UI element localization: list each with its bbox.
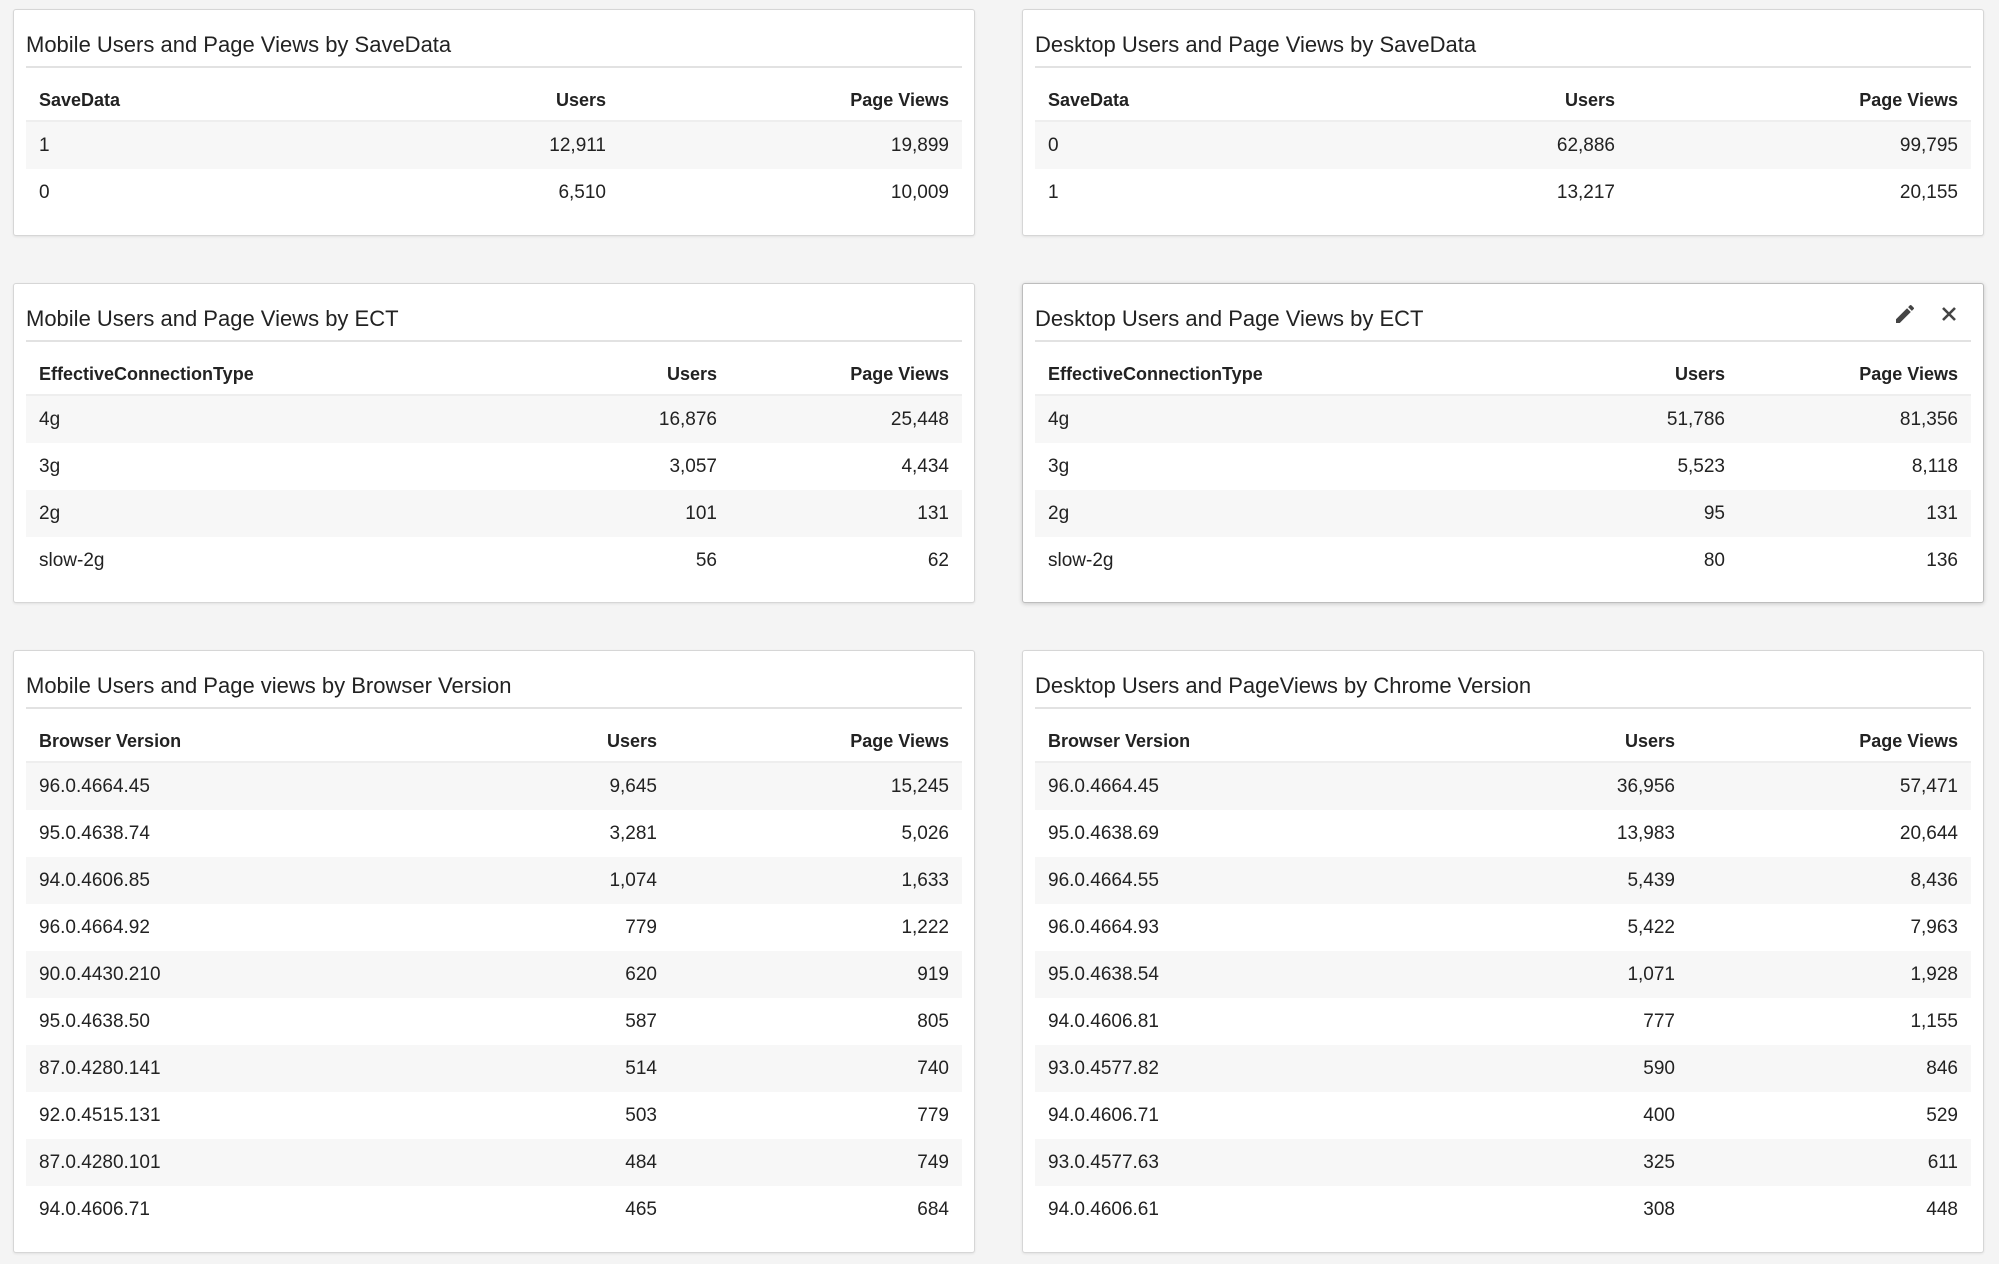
title-divider bbox=[1035, 340, 1971, 342]
table-cell: 20,155 bbox=[1899, 181, 1958, 203]
table-header bbox=[1035, 721, 1971, 763]
table-row bbox=[1035, 1092, 1971, 1139]
table-cell: 8,436 bbox=[1910, 869, 1958, 891]
column-header[interactable]: Browser Version bbox=[39, 730, 182, 751]
table-cell: 4g bbox=[39, 408, 61, 430]
title-divider bbox=[26, 66, 962, 68]
table-cell: 590 bbox=[1643, 1057, 1675, 1079]
table-cell: 56 bbox=[695, 549, 717, 571]
close-icon[interactable] bbox=[1937, 302, 1961, 326]
column-header[interactable]: Users bbox=[1674, 363, 1725, 384]
table-cell: 400 bbox=[1643, 1104, 1675, 1126]
column-header[interactable]: EffectiveConnectionType bbox=[39, 363, 254, 384]
table-row bbox=[1035, 490, 1971, 537]
table-cell: 4,434 bbox=[901, 455, 949, 477]
table-cell: 2g bbox=[39, 502, 61, 524]
table-cell: 0 bbox=[39, 181, 50, 203]
table-cell: 51,786 bbox=[1666, 408, 1725, 430]
table-cell: 611 bbox=[1927, 1151, 1958, 1173]
panel-title: Mobile Users and Page Views by ECT bbox=[26, 306, 399, 331]
table-cell: 96.0.4664.45 bbox=[39, 775, 150, 797]
panel-desktop-chrome bbox=[1022, 650, 1984, 1253]
table-cell: 1,155 bbox=[1910, 1010, 1958, 1032]
table-cell: 529 bbox=[1926, 1104, 1958, 1126]
table-cell: 4g bbox=[1048, 408, 1070, 430]
table-row bbox=[26, 169, 962, 216]
table-cell: 93.0.4577.63 bbox=[1048, 1151, 1159, 1173]
table-row bbox=[26, 1045, 962, 1092]
table-row bbox=[26, 396, 962, 443]
table-row bbox=[26, 490, 962, 537]
table-cell: 514 bbox=[625, 1057, 657, 1079]
table-cell: 62,886 bbox=[1556, 134, 1615, 156]
table-cell: 95.0.4638.74 bbox=[39, 822, 150, 844]
table-row bbox=[26, 443, 962, 490]
table-row bbox=[1035, 1139, 1971, 1186]
table-cell: 5,422 bbox=[1627, 916, 1675, 938]
table-row bbox=[1035, 169, 1971, 216]
table-cell: 99,795 bbox=[1899, 134, 1958, 156]
table-cell: 94.0.4606.85 bbox=[39, 869, 150, 891]
table-cell: 36,956 bbox=[1616, 775, 1675, 797]
table-cell: 779 bbox=[625, 916, 657, 938]
table-cell: 96.0.4664.92 bbox=[39, 916, 150, 938]
table-cell: 846 bbox=[1926, 1057, 1958, 1079]
table-cell: 779 bbox=[917, 1104, 949, 1126]
table-row bbox=[1035, 904, 1971, 951]
table-row bbox=[26, 857, 962, 904]
table-cell: 16,876 bbox=[658, 408, 717, 430]
table-row bbox=[1035, 763, 1971, 810]
table-cell: 13,983 bbox=[1616, 822, 1675, 844]
table-cell: 6,510 bbox=[558, 181, 606, 203]
panel-title: Mobile Users and Page Views by SaveData bbox=[26, 32, 452, 57]
table-cell: 7,963 bbox=[1910, 916, 1958, 938]
column-header[interactable]: Browser Version bbox=[1048, 730, 1191, 751]
panel-title: Mobile Users and Page views by Browser Version bbox=[26, 673, 512, 698]
column-header[interactable]: EffectiveConnectionType bbox=[1048, 363, 1263, 384]
table-row bbox=[26, 998, 962, 1045]
table-cell: 0 bbox=[1048, 134, 1059, 156]
table-row bbox=[26, 904, 962, 951]
table-cell: 80 bbox=[1703, 549, 1725, 571]
table-cell: 805 bbox=[917, 1010, 949, 1032]
table-row bbox=[1035, 443, 1971, 490]
table-cell: 25,448 bbox=[890, 408, 949, 430]
table-cell: 587 bbox=[625, 1010, 657, 1032]
table-cell: 20,644 bbox=[1899, 822, 1958, 844]
table-cell: 1,928 bbox=[1910, 963, 1958, 985]
table-row bbox=[1035, 810, 1971, 857]
column-header[interactable]: Page Views bbox=[850, 89, 949, 110]
table-cell: 94.0.4606.71 bbox=[39, 1198, 150, 1220]
table-cell: 12,911 bbox=[549, 134, 606, 156]
column-header[interactable]: Page Views bbox=[850, 730, 949, 751]
table-row bbox=[1035, 1045, 1971, 1092]
data-table bbox=[26, 80, 962, 216]
table-cell: 95 bbox=[1703, 502, 1725, 524]
panel-tools bbox=[1893, 302, 1961, 326]
table-cell: 90.0.4430.210 bbox=[39, 963, 161, 985]
table-cell: 96.0.4664.55 bbox=[1048, 869, 1159, 891]
column-header[interactable]: Users bbox=[606, 730, 657, 751]
table-cell: 15,245 bbox=[890, 775, 949, 797]
table-cell: 87.0.4280.141 bbox=[39, 1057, 161, 1079]
panel-desktop-savedata bbox=[1022, 9, 1984, 236]
table-header bbox=[26, 354, 962, 396]
panel-title: Desktop Users and Page Views by ECT bbox=[1035, 306, 1424, 331]
table-cell: 19,899 bbox=[890, 134, 949, 156]
table-cell: slow-2g bbox=[39, 549, 105, 571]
data-table bbox=[26, 354, 962, 584]
table-cell: 9,645 bbox=[609, 775, 657, 797]
table-cell: 620 bbox=[625, 963, 657, 985]
table-cell: 465 bbox=[625, 1198, 657, 1220]
table-header bbox=[26, 80, 962, 122]
table-cell: 325 bbox=[1643, 1151, 1675, 1173]
table-cell: 3g bbox=[39, 455, 61, 477]
table-cell: 94.0.4606.81 bbox=[1048, 1010, 1159, 1032]
title-divider bbox=[26, 340, 962, 342]
column-header[interactable]: Page Views bbox=[1859, 730, 1958, 751]
table-cell: 3,281 bbox=[609, 822, 657, 844]
table-cell: 3,057 bbox=[669, 455, 717, 477]
column-header[interactable]: SaveData bbox=[1048, 89, 1130, 110]
table-cell: 684 bbox=[917, 1198, 949, 1220]
table-cell: 308 bbox=[1643, 1198, 1675, 1220]
table-cell: 131 bbox=[917, 502, 949, 524]
table-cell: 136 bbox=[1926, 549, 1958, 571]
table-cell: 87.0.4280.101 bbox=[39, 1151, 161, 1173]
table-header bbox=[1035, 354, 1971, 396]
table-cell: 1,222 bbox=[901, 916, 949, 938]
table-header bbox=[1035, 80, 1971, 122]
table-cell: 484 bbox=[625, 1151, 657, 1173]
table-cell: 5,439 bbox=[1627, 869, 1675, 891]
table-row bbox=[1035, 857, 1971, 904]
table-cell: 96.0.4664.93 bbox=[1048, 916, 1159, 938]
table-row bbox=[26, 1092, 962, 1139]
table-cell: 8,118 bbox=[1911, 455, 1958, 477]
table-cell: 5,523 bbox=[1677, 455, 1725, 477]
column-header[interactable]: Page Views bbox=[1859, 363, 1958, 384]
data-table bbox=[26, 721, 962, 1233]
table-cell: 1,071 bbox=[1627, 963, 1675, 985]
table-cell: 2g bbox=[1048, 502, 1070, 524]
table-cell: 1 bbox=[1048, 181, 1059, 203]
table-row bbox=[1035, 1186, 1971, 1233]
table-cell: 101 bbox=[685, 502, 717, 524]
column-header[interactable]: Page Views bbox=[850, 363, 949, 384]
table-row bbox=[1035, 951, 1971, 998]
table-cell: 94.0.4606.61 bbox=[1048, 1198, 1159, 1220]
table-cell: 131 bbox=[1926, 502, 1958, 524]
panel-title: Desktop Users and Page Views by SaveData bbox=[1035, 32, 1477, 57]
table-cell: 95.0.4638.69 bbox=[1048, 822, 1159, 844]
column-header[interactable]: Users bbox=[555, 89, 606, 110]
table-header bbox=[26, 721, 962, 763]
table-cell: 1,074 bbox=[609, 869, 657, 891]
data-table bbox=[1035, 721, 1971, 1233]
table-cell: 1,633 bbox=[901, 869, 949, 891]
table-cell: 3g bbox=[1048, 455, 1070, 477]
table-cell: 919 bbox=[917, 963, 949, 985]
table-row bbox=[26, 810, 962, 857]
table-cell: 10,009 bbox=[890, 181, 949, 203]
title-divider bbox=[1035, 66, 1971, 68]
table-cell: 5,026 bbox=[901, 822, 949, 844]
title-divider bbox=[1035, 707, 1971, 709]
table-row bbox=[26, 763, 962, 810]
table-cell: 94.0.4606.71 bbox=[1048, 1104, 1159, 1126]
table-row bbox=[1035, 396, 1971, 443]
table-cell: 448 bbox=[1926, 1198, 1958, 1220]
table-cell: 777 bbox=[1643, 1010, 1675, 1032]
panel-title: Desktop Users and PageViews by Chrome Version bbox=[1035, 673, 1532, 698]
panel-mobile-ect bbox=[13, 283, 975, 603]
table-cell: 62 bbox=[927, 549, 949, 571]
data-table bbox=[1035, 80, 1971, 216]
column-header[interactable]: Users bbox=[1624, 730, 1675, 751]
table-row bbox=[26, 1186, 962, 1233]
table-cell: 749 bbox=[917, 1151, 949, 1173]
table-cell: 93.0.4577.82 bbox=[1048, 1057, 1159, 1079]
table-cell: 81,356 bbox=[1899, 408, 1958, 430]
table-row bbox=[26, 1139, 962, 1186]
table-row bbox=[1035, 122, 1971, 169]
table-cell: 1 bbox=[39, 134, 50, 156]
table-cell: 96.0.4664.45 bbox=[1048, 775, 1159, 797]
table-row bbox=[1035, 537, 1971, 584]
table-cell: 503 bbox=[625, 1104, 657, 1126]
table-cell: 740 bbox=[917, 1057, 949, 1079]
data-table bbox=[1035, 354, 1971, 584]
column-header[interactable]: SaveData bbox=[39, 89, 121, 110]
table-cell: 95.0.4638.50 bbox=[39, 1010, 150, 1032]
table-cell: 13,217 bbox=[1556, 181, 1615, 203]
panel-desktop-ect bbox=[1022, 283, 1984, 603]
table-row bbox=[26, 951, 962, 998]
panel-mobile-browser bbox=[13, 650, 975, 1253]
table-row bbox=[1035, 998, 1971, 1045]
column-header[interactable]: Users bbox=[1564, 89, 1615, 110]
table-row bbox=[26, 537, 962, 584]
table-cell: 57,471 bbox=[1899, 775, 1958, 797]
table-cell: 95.0.4638.54 bbox=[1048, 963, 1159, 985]
title-divider bbox=[26, 707, 962, 709]
table-row bbox=[26, 122, 962, 169]
edit-icon[interactable] bbox=[1893, 302, 1917, 326]
panel-mobile-savedata bbox=[13, 9, 975, 236]
table-cell: 92.0.4515.131 bbox=[39, 1104, 161, 1126]
table-cell: slow-2g bbox=[1048, 549, 1114, 571]
column-header[interactable]: Page Views bbox=[1859, 89, 1958, 110]
column-header[interactable]: Users bbox=[666, 363, 717, 384]
